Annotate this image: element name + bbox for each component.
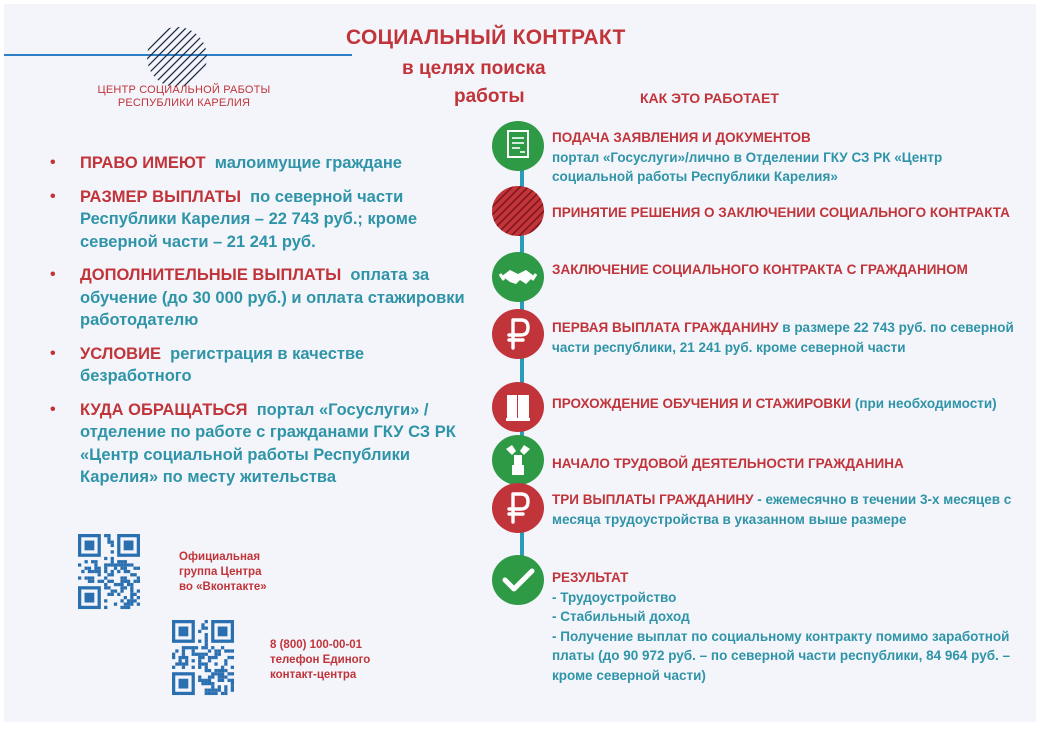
org-name: ЦЕНТР СОЦИАЛЬНОЙ РАБОТЫ РЕСПУБЛИКИ КАРЕЛИЯ bbox=[97, 84, 271, 109]
step-start-work: НАЧАЛО ТРУДОВОЙ ДЕЯТЕЛЬНОСТИ ГРАЖДАНИНА bbox=[552, 456, 904, 471]
step-sign-contract: ЗАКЛЮЧЕНИЕ СОЦИАЛЬНОГО КОНТРАКТА С ГРАЖДАНИНОМ bbox=[552, 262, 968, 277]
checkmark-icon bbox=[492, 555, 544, 605]
document-icon bbox=[492, 121, 544, 171]
phone-number[interactable]: 8 (800) 100-00-01 bbox=[270, 639, 363, 651]
step-three-payments: ТРИ ВЫПЛАТЫ ГРАЖДАНИНУ - ежемесячно в течении 3-х месяцев с месяца трудоустройства в указанном выше размере bbox=[552, 492, 1012, 527]
worker-icon bbox=[492, 435, 544, 485]
books-icon bbox=[492, 382, 544, 432]
page-title: СОЦИАЛЬНЫЙ КОНТРАКТ bbox=[346, 26, 626, 49]
ruble-icon bbox=[492, 309, 544, 359]
handshake-icon bbox=[492, 252, 544, 302]
step-training: ПРОХОЖДЕНИЕ ОБУЧЕНИЯ И СТАЖИРОВКИ (при необходимости) bbox=[552, 396, 997, 411]
vk-qr-code[interactable] bbox=[78, 534, 140, 610]
how-it-works-heading: КАК ЭТО РАБОТАЕТ bbox=[640, 90, 779, 106]
step-submit-application: ПОДАЧА ЗАЯВЛЕНИЯ И ДОКУМЕНТОВ портал «Госуслуги»/лично в Отделении ГКУ СЗ РК «Центр социальной работы Республики Карелия» bbox=[552, 130, 943, 184]
logo-hatched-icon bbox=[146, 26, 208, 88]
leaflet-page bbox=[4, 4, 1036, 722]
step-decision: ПРИНЯТИЕ РЕШЕНИЯ О ЗАКЛЮЧЕНИИ СОЦИАЛЬНОГО КОНТРАКТА bbox=[552, 205, 1010, 220]
hatched-circle-icon bbox=[492, 186, 544, 236]
step-first-payment: ПЕРВАЯ ВЫПЛАТА ГРАЖДАНИНУ в размере 22 743 руб. по северной части республики, 21 241 руб. кроме северной части bbox=[552, 320, 1014, 355]
conditions-list bbox=[46, 152, 476, 500]
ruble-icon bbox=[492, 483, 544, 533]
list-item: • ДОПОЛНИТЕЛЬНЫЕ ВЫПЛАТЫ оплата за обучение (до 30 000 руб.) и оплата стажировки работодателю bbox=[50, 266, 465, 329]
list-item: • КУДА ОБРАЩАТЬСЯ портал «Госуслуги» / отделение по работе с гражданами ГКУ СЗ РК «Центр социальной работы Республики Карелия» по месту жительства bbox=[50, 400, 456, 486]
phone-qr-caption: 8 (800) 100-00-01 телефон Единого контакт-центра bbox=[270, 638, 400, 683]
vk-qr-caption: Официальная группа Центра во «Вконтакте» bbox=[179, 551, 267, 593]
list-item: • РАЗМЕР ВЫПЛАТЫ по северной части Республики Карелия – 22 743 руб.; кроме северной части – 21 241 руб. bbox=[50, 187, 418, 251]
page-subtitle-line2: работы bbox=[454, 86, 525, 107]
page-subtitle-line1: в целях поиска bbox=[402, 58, 546, 79]
list-item: • ПРАВО ИМЕЮТ малоимущие граждане bbox=[50, 154, 402, 172]
phone-qr-code[interactable] bbox=[172, 620, 234, 696]
list-item: • УСЛОВИЕ регистрация в качестве безработного bbox=[50, 344, 365, 385]
step-result: РЕЗУЛЬТАТ - Трудоустройство - Стабильный доход - Получение выплат по социальному контракту помимо заработной платы (до 90 972 руб. – по северной части республики, 84 964 руб. – кроме северной части) bbox=[552, 570, 1011, 683]
